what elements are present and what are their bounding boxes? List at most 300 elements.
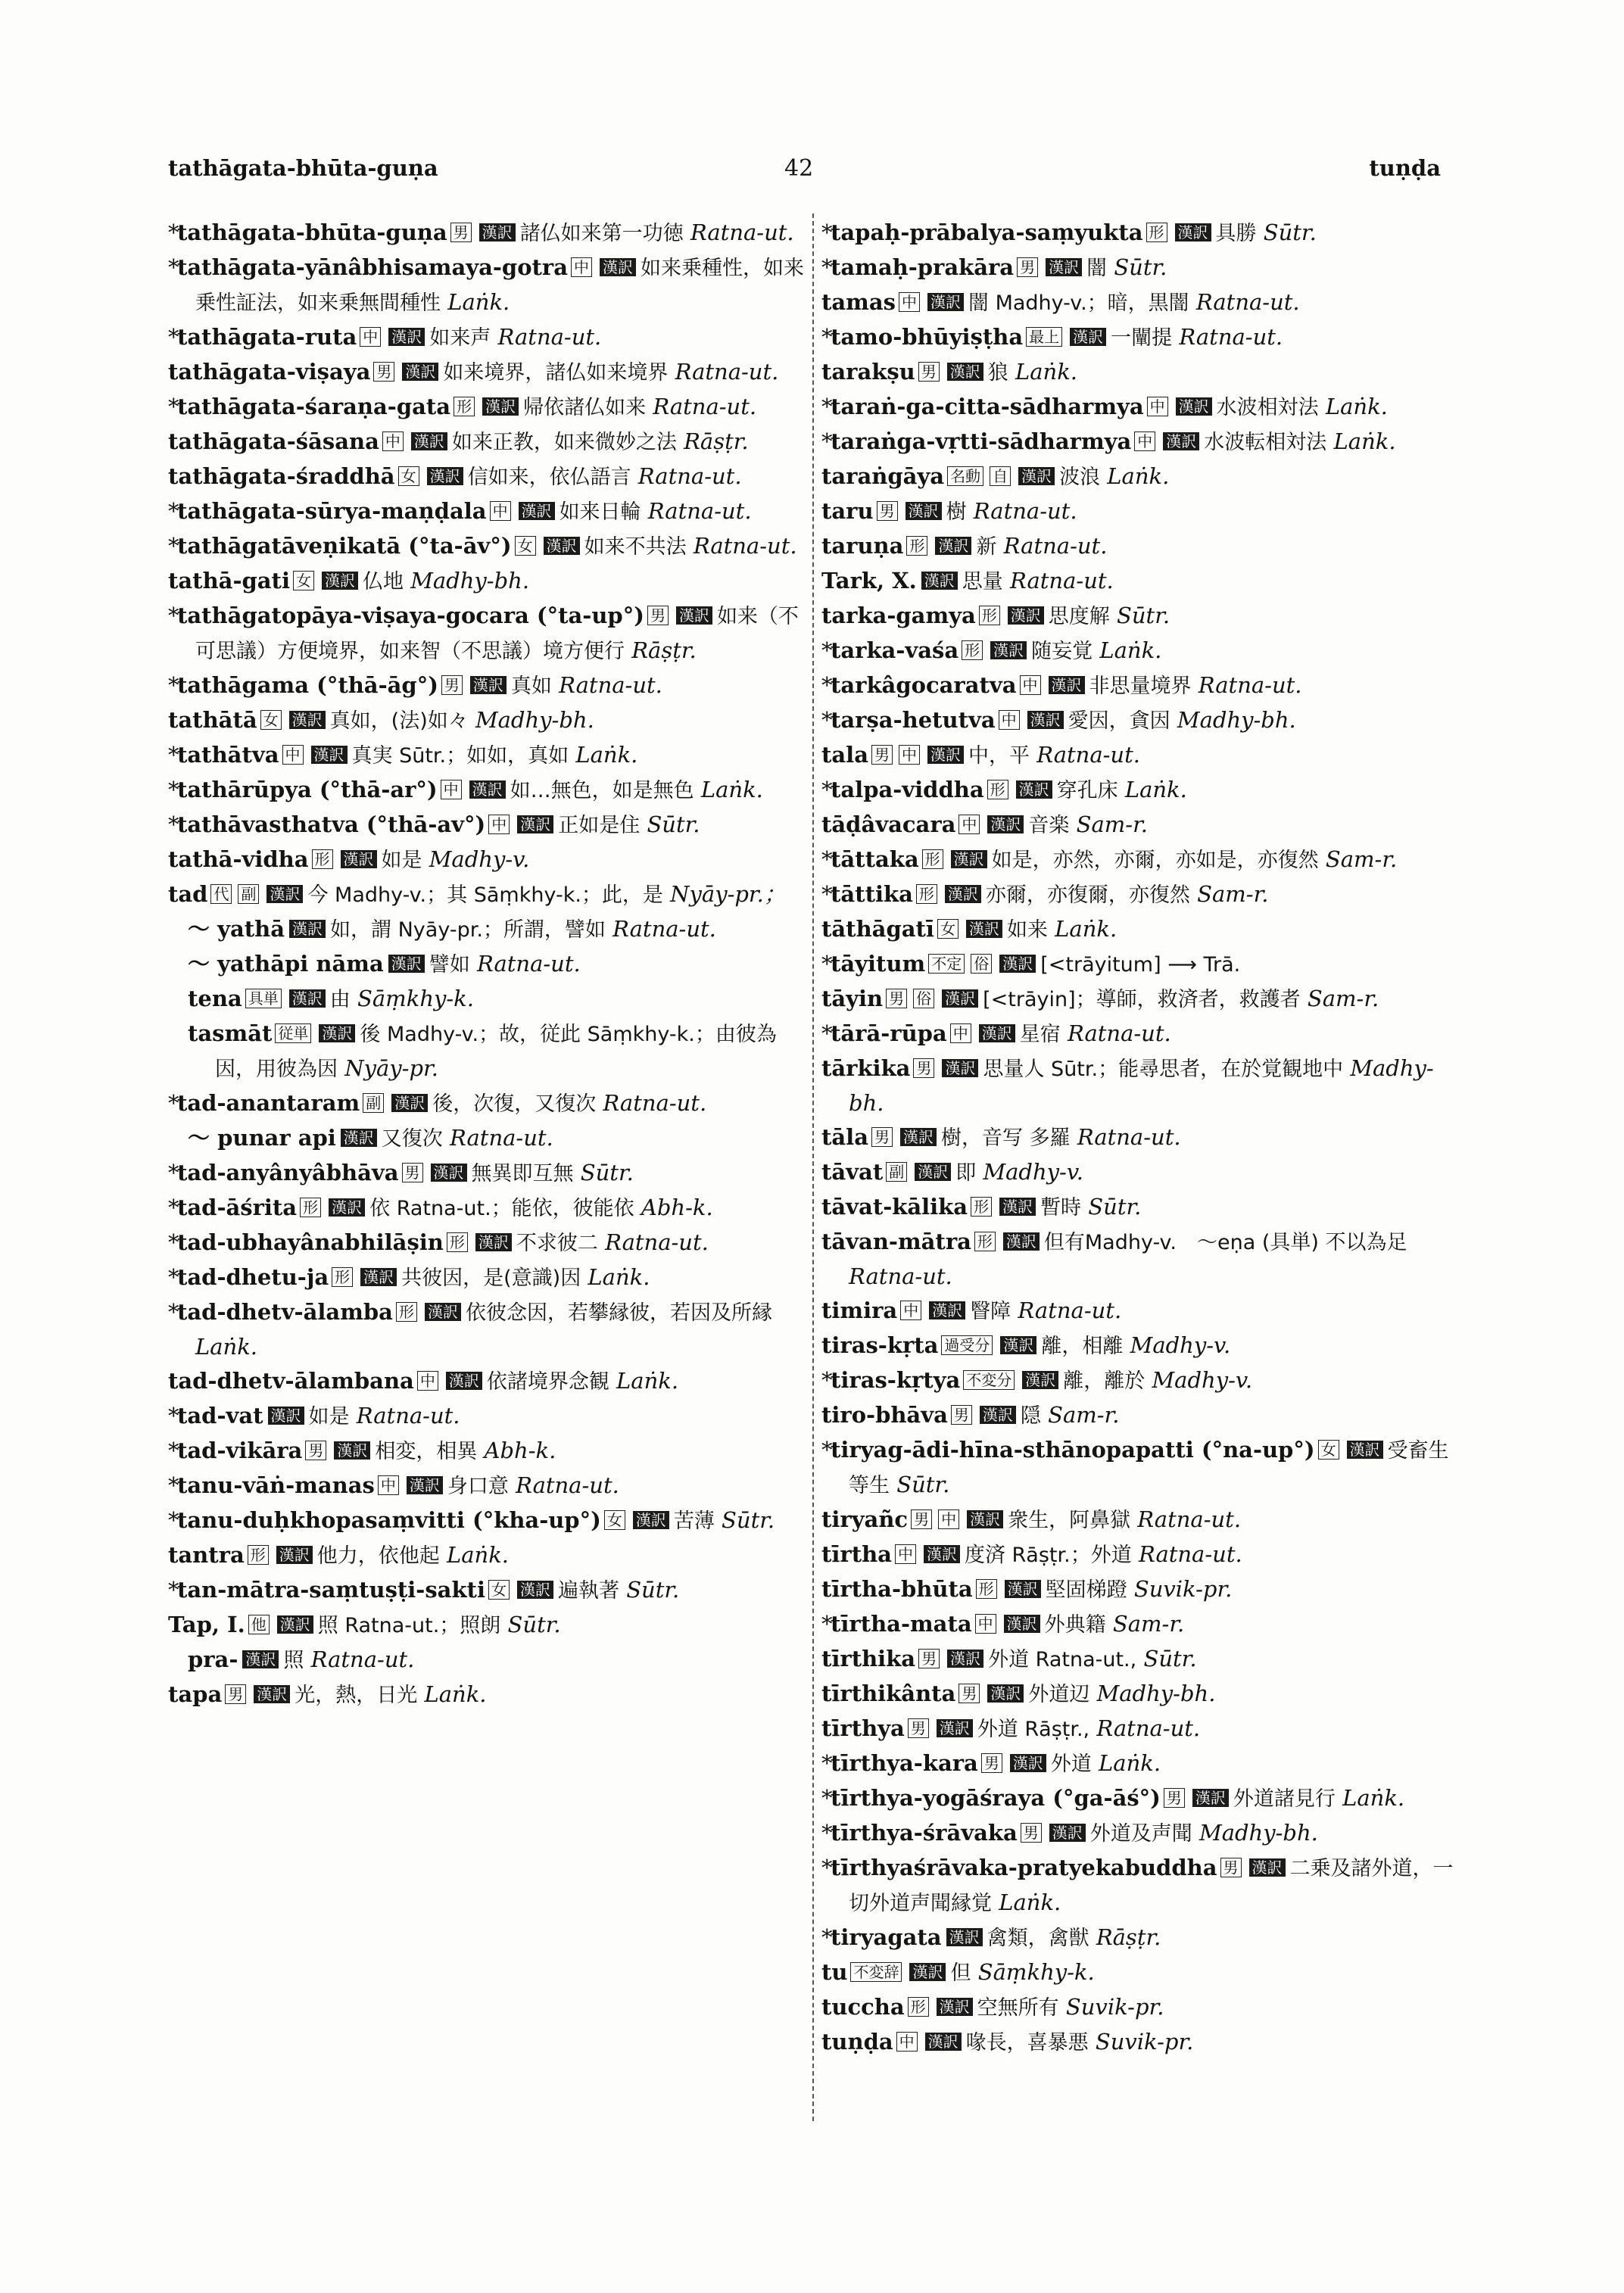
dictionary-entry	[821, 320, 1465, 355]
entry-headword: tantra	[168, 1542, 245, 1568]
entry-translation: 二乗及諸外道，一切外道声聞縁覚	[849, 1857, 1454, 1915]
grammar-tag: 男	[871, 745, 893, 765]
entry-headword: tarkâgocaratva	[831, 672, 1017, 698]
running-head-left: tathāgata-bhūta-guṇa	[168, 155, 438, 181]
entry-headword: tad	[168, 881, 208, 907]
entry-star-marker: *	[821, 1437, 833, 1463]
entry-translation: 外道 Rāṣṭr.,	[977, 1718, 1090, 1741]
entry-source: Rāṣṭr.	[684, 428, 749, 454]
entry-translation: 如来日輪	[559, 500, 641, 524]
grammar-tag: 形	[906, 536, 927, 556]
entry-headword: tāḍâvacara	[821, 812, 956, 837]
entry-translation: 相変，相異	[375, 1440, 478, 1463]
dictionary-entry	[821, 877, 1465, 912]
entry-headword: tīrthya-yogāśraya (°ga-āś°)	[831, 1785, 1161, 1811]
grammar-tag: 他	[248, 1615, 270, 1634]
grammar-tag: 具単	[245, 989, 282, 1008]
entry-star-marker: *	[168, 1264, 179, 1290]
grammar-tag: 俗	[971, 954, 992, 974]
dictionary-entry	[168, 738, 812, 773]
entry-headword: tathāgata-ruta	[177, 324, 357, 350]
grammar-tag: 中	[959, 815, 980, 834]
dictionary-entry	[168, 529, 812, 564]
kanyaku-tag: 漢訳	[482, 397, 519, 416]
kanyaku-tag: 漢訳	[1347, 1441, 1383, 1459]
kanyaku-tag: 漢訳	[1016, 780, 1052, 799]
entry-translation: 信如来，依仏語言	[467, 466, 631, 489]
dictionary-entry	[821, 738, 1465, 773]
entry-source: Ratna-ut.	[637, 463, 742, 489]
entry-translation: 水波相対法	[1216, 396, 1319, 419]
dictionary-entry	[168, 912, 812, 947]
dictionary-entry	[168, 1226, 812, 1260]
entry-source: Ratna-ut.	[497, 324, 602, 350]
entry-star-marker: *	[821, 707, 833, 733]
grammar-tag: 男	[981, 1753, 1002, 1773]
dictionary-entry	[168, 703, 812, 738]
entry-source: Ratna-ut.	[1018, 1298, 1122, 1323]
kanyaku-tag: 漢訳	[924, 1545, 960, 1563]
grammar-tag: 形	[300, 1198, 321, 1217]
entry-source: Sūtr.	[1143, 1646, 1197, 1671]
entry-translation: 真実 Sūtr.；如如，真如	[351, 744, 569, 768]
entry-translation: 離，離於	[1063, 1369, 1146, 1393]
grammar-tag: 中	[571, 257, 592, 277]
kanyaku-tag: 漢訳	[921, 572, 958, 590]
grammar-tag: 中	[488, 815, 510, 834]
entry-translation: 依 Ratna-ut.；能依，彼能依	[369, 1197, 634, 1220]
dictionary-entry	[821, 808, 1465, 843]
entry-translation: 依諸境界念観	[486, 1370, 609, 1394]
entry-translation: 後 Madhy-v.；故，従此 Sāṃkhy-k.；由彼為因，用彼為因	[215, 1023, 777, 1081]
entry-translation: 如来正教，如来微妙之法	[451, 431, 677, 454]
entry-star-marker: *	[821, 846, 833, 872]
grammar-tag: 男	[911, 1509, 932, 1529]
grammar-tag: 男	[450, 223, 472, 242]
entry-source: Suvik-pr.	[1095, 2029, 1194, 2055]
entry-headword: tathāgata-śaraṇa-gata	[177, 394, 451, 419]
entry-headword: tapaḥ-prābalya-saṃyukta	[831, 220, 1143, 245]
grammar-tag: 形	[1146, 223, 1167, 242]
entry-source: Ratna-ut.	[1138, 1541, 1242, 1567]
kanyaku-tag: 漢訳	[937, 1998, 973, 2016]
entry-headword: tīrthyaśrāvaka-pratyekabuddha	[831, 1855, 1217, 1880]
grammar-tag: 女	[1318, 1440, 1339, 1460]
entry-translation: 音楽	[1028, 814, 1070, 837]
grammar-tag: 男	[1164, 1788, 1185, 1808]
entry-translation: 如来	[1006, 918, 1048, 942]
entry-translation: 新	[976, 535, 997, 559]
entry-source: Ratna-ut.	[653, 394, 757, 419]
entry-translation: 無異即互無	[471, 1162, 574, 1185]
entry-headword: tarka-vaśa	[831, 637, 959, 663]
kanyaku-tag: 漢訳	[289, 920, 326, 938]
dictionary-entry	[821, 1329, 1465, 1363]
entry-headword: tīrtha-mata	[831, 1611, 972, 1637]
right-column	[821, 216, 1465, 2060]
kanyaku-tag: 漢訳	[1046, 258, 1082, 276]
entry-translation: 諸仏如来第一功徳	[519, 222, 684, 245]
entry-source: Ratna-ut.	[516, 1472, 619, 1498]
kanyaku-tag: 漢訳	[470, 676, 507, 694]
grammar-tag: 形	[908, 1997, 929, 2017]
entry-translation: [<trāyin]；導師，救済者，救護者	[983, 988, 1301, 1011]
kanyaku-tag: 漢訳	[966, 920, 1002, 938]
grammar-tag: 中	[382, 431, 404, 451]
entry-translation: 外道 Ratna-ut.,	[988, 1648, 1137, 1671]
entry-headword: tīrthya	[821, 1715, 905, 1741]
entry-translation: 但有Madhy-v. ～eṇa (具単) 不以為足	[1043, 1231, 1407, 1254]
dictionary-entry	[821, 1120, 1465, 1155]
kanyaku-tag: 漢訳	[311, 746, 348, 764]
grammar-tag: 形	[979, 606, 1000, 625]
grammar-tag: 女	[604, 1510, 625, 1530]
dictionary-entry	[168, 1434, 812, 1469]
grammar-tag: 中	[490, 501, 511, 521]
dictionary-entry	[821, 529, 1465, 564]
kanyaku-tag: 漢訳	[388, 955, 425, 973]
dictionary-entry	[168, 1260, 812, 1295]
entry-headword: tīrthya-kara	[831, 1750, 978, 1776]
entry-headword: tasmāt	[188, 1020, 273, 1046]
entry-source: Madhy-bh.	[1177, 707, 1296, 733]
grammar-tag: 形	[916, 884, 937, 904]
entry-headword: tāttaka	[831, 846, 919, 872]
grammar-tag: 女	[293, 571, 314, 590]
entry-source: Laṅk.	[616, 1368, 679, 1394]
entry-translation: [<trāyitum] ⟶ Trā.	[1040, 953, 1241, 977]
grammar-tag: 副	[886, 1162, 907, 1182]
grammar-tag: 女	[398, 466, 419, 486]
dictionary-entry	[821, 1190, 1465, 1225]
entry-translation: 共彼因，是(意識)因	[401, 1266, 581, 1290]
entry-translation: 光，熱，日光	[295, 1684, 418, 1707]
entry-source: Ratna-ut.	[973, 498, 1077, 524]
entry-headword: tiro-bhāva	[821, 1402, 948, 1428]
grammar-tag: 男	[959, 1684, 980, 1703]
entry-source: Madhy-bh.	[1096, 1681, 1216, 1706]
entry-source: Sam-r.	[1112, 1611, 1185, 1637]
entry-source: Madhy-v.	[429, 846, 530, 872]
dictionary-entry	[821, 947, 1465, 982]
dictionary-entry	[821, 425, 1465, 460]
entry-translation: 外道及声聞	[1089, 1822, 1192, 1846]
grammar-tag: 形	[332, 1267, 353, 1287]
entry-headword: taraṅ-ga-citta-sādharmya	[831, 394, 1144, 419]
grammar-tag: 女	[488, 1580, 510, 1600]
entry-source: Rāṣṭr.	[631, 637, 697, 663]
dictionary-entry	[168, 1191, 812, 1226]
grammar-tag: 男	[918, 362, 940, 382]
dictionary-entry	[168, 355, 812, 390]
kanyaku-tag: 漢訳	[431, 1164, 467, 1182]
entry-source: Ratna-ut.	[693, 533, 797, 559]
entry-source: Laṅk.	[1015, 359, 1077, 385]
entry-headword: tena	[188, 986, 242, 1011]
dictionary-entry	[168, 1121, 812, 1156]
entry-star-marker: *	[168, 1090, 179, 1116]
dictionary-entry	[821, 1642, 1465, 1677]
dictionary-entry	[821, 843, 1465, 877]
entry-star-marker: *	[821, 1855, 833, 1880]
entry-headword: tarka-gamya	[821, 603, 976, 628]
grammar-tag: 男	[1220, 1858, 1242, 1877]
grammar-tag: 男	[402, 1163, 423, 1182]
entry-source: Sam-r.	[1197, 881, 1269, 907]
entry-headword: tathāgata-śraddhā	[168, 463, 395, 489]
grammar-tag: 中	[378, 1475, 399, 1495]
entry-star-marker: *	[821, 777, 833, 802]
dictionary-entry	[168, 773, 812, 808]
kanyaku-tag: 漢訳	[1027, 711, 1064, 729]
entry-headword: tāla	[821, 1124, 868, 1150]
entry-translation: 亦爾，亦復爾，亦復然	[985, 883, 1190, 907]
kanyaku-tag: 漢訳	[1049, 676, 1085, 694]
entry-headword: tad-dhetu-ja	[177, 1264, 329, 1290]
grammar-tag: 過受分	[941, 1335, 993, 1355]
entry-translation: 外道	[1050, 1752, 1092, 1776]
entry-star-marker: *	[821, 324, 833, 350]
entry-headword: tarakṣu	[821, 359, 915, 385]
entry-source: Sūtr.	[722, 1507, 775, 1533]
entry-headword: tāvan-mātra	[821, 1229, 971, 1254]
kanyaku-tag: 漢訳	[276, 1546, 313, 1564]
entry-headword: taraṅgāya	[821, 463, 945, 489]
entry-source: Sūtr.	[1114, 254, 1167, 280]
dictionary-entry	[821, 668, 1465, 703]
entry-star-marker: *	[821, 951, 833, 977]
entry-source: Madhy-v.	[983, 1159, 1084, 1185]
entry-headword: tad-dhetv-ālamba	[177, 1299, 393, 1325]
kanyaku-tag: 漢訳	[242, 1650, 279, 1668]
grammar-tag: 中	[899, 292, 920, 312]
entry-translation: 如来乗種性，如来乗性証法，如来乗無間種性	[195, 257, 804, 315]
entry-source: Rāṣṭr.	[1096, 1924, 1161, 1950]
entry-source: Ratna-ut.	[1137, 1506, 1242, 1532]
entry-headword: tāvat-kālika	[821, 1194, 968, 1220]
dictionary-entry	[168, 1364, 812, 1399]
entry-star-marker: *	[168, 672, 179, 698]
entry-star-marker: *	[168, 498, 179, 524]
kanyaku-tag: 漢訳	[517, 815, 553, 833]
entry-headword: Tap, I.	[168, 1612, 245, 1637]
grammar-tag: 形	[312, 849, 333, 869]
dictionary-entry	[168, 1156, 812, 1191]
column-divider	[812, 213, 814, 2121]
entry-translation: 但	[950, 1961, 971, 1985]
entry-star-marker: *	[821, 394, 833, 419]
entry-headword: tad-vikāra	[177, 1438, 303, 1463]
dictionary-entry	[168, 320, 812, 355]
entry-headword: tāyin	[821, 986, 884, 1011]
entry-translation: 身口意	[447, 1475, 509, 1498]
kanyaku-tag: 漢訳	[633, 1511, 669, 1529]
entry-translation: 受畜生等生	[849, 1439, 1449, 1497]
entry-headword: tārā-rūpa	[831, 1020, 947, 1046]
entry-translation: 如是	[308, 1405, 350, 1428]
entry-source: Ratna-ut.	[476, 951, 581, 977]
entry-source: Ratna-ut.	[849, 1263, 952, 1289]
entry-headword: tarṣa-hetutva	[831, 707, 996, 733]
entry-translation: 遍執著	[557, 1579, 619, 1603]
entry-headword: tan-mātra-saṃtuṣṭi-sakti	[177, 1577, 485, 1603]
entry-source: Ratna-ut.	[675, 359, 779, 385]
dictionary-entry	[821, 1955, 1465, 1990]
entry-translation: 如…無色，如是無色	[510, 779, 694, 802]
entry-headword: tāttika	[831, 881, 913, 907]
entry-star-marker: *	[821, 881, 833, 907]
kanyaku-tag: 漢訳	[334, 1441, 370, 1460]
entry-translation: 愛因，貪因	[1068, 709, 1170, 733]
entry-source: Ratna-ut.	[1077, 1124, 1181, 1150]
dictionary-entry	[821, 1712, 1465, 1746]
entry-translation: 如，謂 Nyāy-pr.；所謂，譬如	[330, 918, 606, 942]
kanyaku-tag: 漢訳	[391, 1094, 428, 1112]
kanyaku-tag: 漢訳	[1008, 606, 1044, 625]
entry-source: Ratna-ut.	[450, 1125, 553, 1151]
entry-headword: tīrthya-śrāvaka	[831, 1820, 1018, 1846]
entry-translation: 如是	[381, 849, 422, 872]
kanyaku-tag: 漢訳	[427, 467, 463, 485]
grammar-tag: 不定	[928, 954, 965, 974]
grammar-tag: 男	[886, 989, 907, 1008]
dictionary-entry	[168, 1678, 812, 1712]
entry-headword: tathāgata-śāsana	[168, 428, 379, 454]
grammar-tag: 中	[1020, 675, 1041, 695]
dictionary-entry	[168, 877, 812, 912]
kanyaku-tag: 漢訳	[329, 1198, 365, 1217]
entry-star-marker: *	[168, 254, 179, 280]
dictionary-entry	[821, 1677, 1465, 1712]
kanyaku-tag: 漢訳	[600, 258, 636, 276]
kanyaku-tag: 漢訳	[341, 1129, 377, 1147]
grammar-tag: 俗	[913, 989, 934, 1008]
entry-translation: 他力，依他起	[316, 1544, 440, 1568]
entry-source: Madhy-bh.	[849, 1055, 1434, 1116]
grammar-tag: 男	[877, 501, 898, 521]
grammar-tag: 副	[238, 884, 259, 904]
entry-translation: 禽類，禽獣	[987, 1927, 1089, 1950]
grammar-tag: 形	[447, 1232, 468, 1252]
entry-source: Ratna-ut.	[1195, 289, 1300, 315]
grammar-tag: 形	[922, 849, 943, 869]
entry-source: Laṅk.	[424, 1681, 487, 1707]
kanyaku-tag: 漢訳	[999, 955, 1036, 973]
entry-translation: 具勝	[1215, 222, 1257, 245]
entry-source: Laṅk.	[1325, 394, 1388, 419]
grammar-tag: 従単	[275, 1023, 311, 1043]
entry-star-marker: *	[168, 1438, 179, 1463]
entry-translation: 帰依諸仏如来	[523, 396, 647, 419]
kanyaku-tag: 漢訳	[517, 1581, 553, 1599]
entry-source: Laṅk.	[446, 1542, 509, 1568]
grammar-tag: 形	[454, 397, 475, 416]
entry-translation: 譬如	[429, 953, 470, 977]
kanyaku-tag: 漢訳	[479, 223, 516, 241]
kanyaku-tag: 漢訳	[322, 572, 358, 590]
entry-headword: ～ yathāpi nāma	[188, 951, 384, 977]
dictionary-entry	[821, 251, 1465, 285]
entry-source: Sam-r.	[1048, 1402, 1120, 1428]
grammar-tag: 女	[515, 536, 536, 556]
entry-translation: 衆生，阿鼻獄	[1008, 1509, 1131, 1532]
dictionary-entry	[821, 460, 1465, 494]
dictionary-entry	[821, 564, 1465, 599]
entry-translation: 樹	[946, 500, 967, 524]
entry-source: Sūtr.	[1263, 220, 1317, 245]
entry-headword: tad-dhetv-ālambana	[168, 1368, 414, 1394]
dictionary-entry	[168, 1469, 812, 1503]
kanyaku-tag: 漢訳	[946, 1928, 983, 1946]
grammar-tag: 男	[1021, 1823, 1042, 1843]
entry-source: Ratna-ut.	[356, 1403, 460, 1428]
entry-source: Laṅk.	[1099, 637, 1162, 663]
grammar-tag: 中	[441, 780, 462, 799]
entry-translation: 由	[329, 988, 351, 1011]
kanyaku-tag: 漢訳	[979, 1024, 1015, 1042]
dictionary-entry	[168, 460, 812, 494]
entry-headword: tad-anyânyâbhāva	[177, 1160, 399, 1185]
grammar-tag: 副	[363, 1093, 384, 1113]
entry-source: Ratna-ut.	[559, 672, 662, 698]
grammar-tag: 男	[305, 1441, 326, 1460]
entry-star-marker: *	[168, 1403, 179, 1428]
grammar-tag: 代	[210, 884, 232, 904]
kanyaku-tag: 漢訳	[341, 850, 377, 868]
dictionary-entry	[821, 1921, 1465, 1955]
entry-headword: tīrtha-bhūta	[821, 1576, 973, 1602]
entry-source: Laṅk.	[195, 1334, 258, 1360]
kanyaku-tag: 漢訳	[360, 1268, 397, 1286]
kanyaku-tag: 漢訳	[267, 885, 303, 903]
dictionary-entry	[821, 773, 1465, 808]
grammar-tag: 不変分	[963, 1370, 1015, 1390]
entry-headword: tamas	[821, 289, 896, 315]
entry-source: Laṅk.	[1333, 428, 1396, 454]
kanyaku-tag: 漢訳	[947, 1650, 983, 1668]
dictionary-entry	[168, 1086, 812, 1121]
entry-source: Ratna-ut.	[1067, 1020, 1171, 1046]
entry-star-marker: *	[168, 1472, 179, 1498]
dictionary-entry	[821, 1537, 1465, 1572]
kanyaku-tag: 漢訳	[1192, 1789, 1229, 1807]
entry-headword: tamo-bhūyiṣṭha	[831, 324, 1024, 350]
entry-translation: 照 Ratna-ut.；照朗	[317, 1614, 501, 1637]
kanyaku-tag: 漢訳	[927, 293, 964, 311]
entry-source: Sāṃkhy-k.	[977, 1959, 1095, 1985]
entry-headword: pra-	[188, 1647, 238, 1672]
entry-source: Sam-r.	[1307, 986, 1379, 1011]
kanyaku-tag: 漢訳	[1070, 328, 1106, 346]
grammar-tag: 中	[1134, 431, 1155, 451]
entry-translation: 今 Madhy-v.；其 Sāṃkhy-k.；此，是	[307, 883, 663, 907]
entry-headword: tu	[821, 1959, 848, 1985]
entry-headword: tathāvasthatva (°thā-av°)	[177, 812, 486, 837]
dictionary-entry	[168, 1573, 812, 1608]
dictionary-entry	[821, 1572, 1465, 1607]
entry-translation: 真如，(法)如々	[329, 709, 469, 733]
grammar-tag: 形	[248, 1545, 269, 1565]
entry-translation: 暫時	[1040, 1196, 1082, 1220]
grammar-tag: 名動	[947, 466, 983, 486]
entry-translation: 一闡提	[1111, 326, 1173, 350]
entry-translation: 如来（不可思議）方便境界，如来智（不思議）境方便行	[195, 605, 799, 663]
entry-headword: tathāgatopāya-viṣaya-gocara (°ta-up°)	[177, 603, 644, 628]
grammar-tag: 中	[417, 1371, 438, 1391]
entry-headword: talpa-viddha	[831, 777, 984, 802]
entry-source: Laṅk.	[1099, 1750, 1161, 1776]
entry-translation: 如是，亦然，亦爾，亦如是，亦復然	[991, 849, 1319, 872]
